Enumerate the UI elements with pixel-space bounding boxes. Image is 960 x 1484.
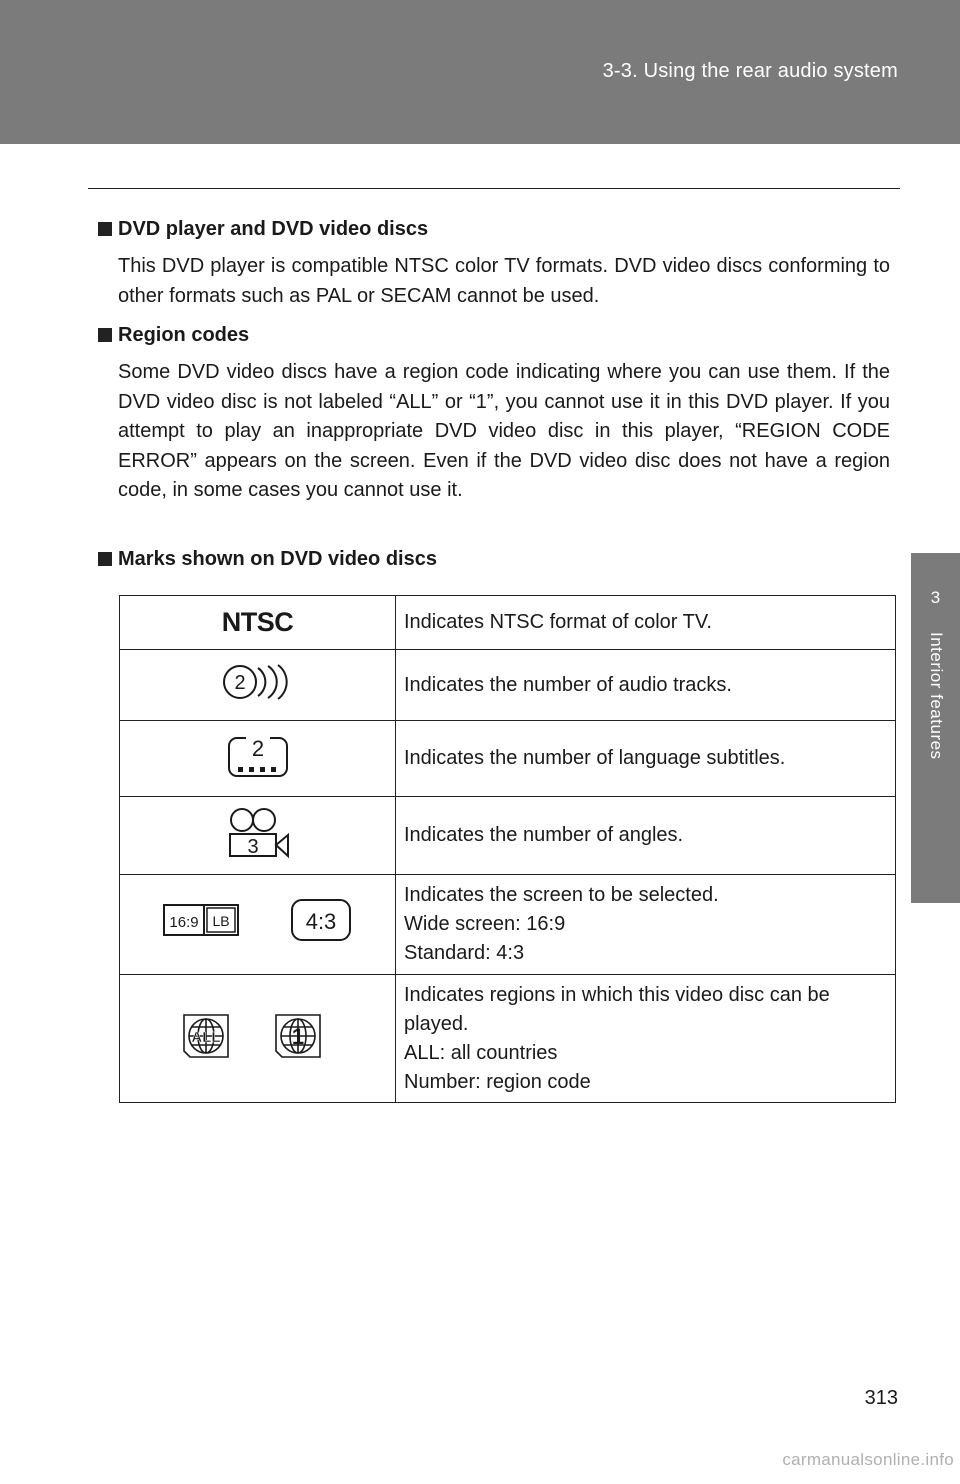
- mark-description: Indicates the number of audio tracks.: [396, 650, 896, 721]
- header-divider: [88, 188, 900, 189]
- section-title: Region codes: [98, 320, 890, 350]
- table-row: [120, 721, 896, 797]
- section-dvd-player: [98, 214, 890, 311]
- table-row: [120, 797, 896, 875]
- side-tab-label: Interior features: [927, 632, 946, 760]
- table-row: [120, 875, 896, 975]
- section-body: This DVD player is compatible NTSC color TV formats. DVD video discs conforming to other formats such as PAL or SECAM cannot be used.: [118, 255, 890, 307]
- watermark: carmanualsonline.info: [782, 1450, 954, 1469]
- square-bullet-icon: [98, 328, 112, 342]
- region-globe-icon: [120, 975, 396, 1103]
- page-number: 313: [864, 1387, 898, 1409]
- section-marks: [98, 544, 890, 574]
- mark-description: Indicates the screen to be selected. Wide screen: 16:9 Standard: 4:3: [396, 875, 896, 975]
- wide-screen-label: 16:9: [168, 913, 199, 931]
- marks-table: [119, 595, 896, 1103]
- subtitles-count: 2: [251, 735, 264, 761]
- audio-tracks-icon: [120, 650, 396, 721]
- square-bullet-icon: [98, 552, 112, 566]
- square-bullet-icon: [98, 222, 112, 236]
- ntsc-logo-icon: NTSC: [120, 596, 396, 650]
- mark-description: Indicates the number of language subtitles.: [396, 721, 896, 797]
- side-tab-number: 3: [930, 588, 941, 607]
- chapter-title: 3-3. Using the rear audio system: [602, 60, 898, 82]
- letterbox-label: LB: [211, 912, 230, 929]
- angles-camera-icon: [120, 797, 396, 875]
- standard-screen-label: 4:3: [305, 908, 336, 934]
- angles-count: 3: [246, 835, 259, 858]
- mark-description: Indicates the number of angles.: [396, 797, 896, 875]
- table-row: [120, 650, 896, 721]
- section-body: Some DVD video discs have a region code indicating where you can use them. If the DVD video disc is not labeled “ALL” or “1”, you cannot use it in this DVD player. If you attempt to play an inappropriate DVD video disc in this player, “REGION CODE ERROR” appears on the screen. Even if the DVD video disc does not have a region code, in some cases you cannot use it.: [118, 361, 890, 501]
- mark-description: Indicates NTSC format of color TV.: [396, 596, 896, 650]
- audio-tracks-count: 2: [233, 672, 246, 694]
- region-code-label: 1: [291, 1023, 304, 1049]
- section-region-codes: [98, 320, 890, 506]
- mark-description: Indicates regions in which this video disc can be played. ALL: all countries Number: region code: [396, 975, 896, 1103]
- section-title: DVD player and DVD video discs: [98, 214, 890, 244]
- section-title: Marks shown on DVD video discs: [98, 544, 890, 574]
- region-all-label: ALL: [190, 1028, 221, 1046]
- subtitles-icon: [120, 721, 396, 797]
- table-row: [120, 975, 896, 1103]
- screen-format-icon: [120, 875, 396, 975]
- table-row: [120, 596, 896, 650]
